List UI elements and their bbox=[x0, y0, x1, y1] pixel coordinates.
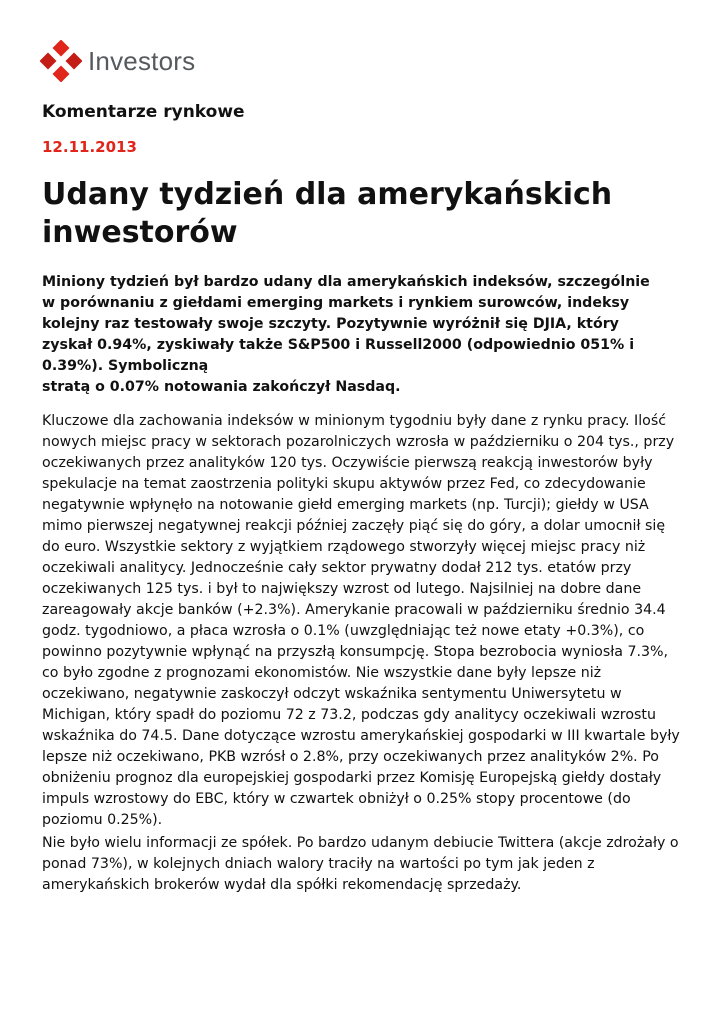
article-title: Udany tydzień dla amerykańskich inwestorów bbox=[42, 177, 613, 250]
lead-line: stratą o 0.07% notowania zakończył Nasdaq. bbox=[42, 379, 401, 395]
lead-line: kolejny raz testowały swoje szczyty. Pozytywnie wyróżnił się DJIA, który bbox=[42, 316, 619, 332]
section-title: Komentarze rynkowe bbox=[42, 102, 245, 122]
lead-line: Miniony tydzień był bardzo udany dla amerykańskich indeksów, szczególnie bbox=[42, 274, 650, 290]
lead-line: w porównaniu z giełdami emerging markets i rynkiem surowców, indeksy bbox=[42, 295, 630, 311]
body-paragraph: Nie było wielu informacji ze spółek. Po bardzo udanym debiucie Twittera (akcje zdrożały o ponad 73%), w kolejnych dniach walory traciły na wartości po tym jak jeden z amerykańskich brokerów wydał dla spółki rekomendację sprzedaży. bbox=[42, 835, 679, 893]
lead-line: 0.39%). Symboliczną bbox=[42, 358, 209, 374]
investors-logo-icon bbox=[40, 40, 82, 82]
brand-name: Investors bbox=[88, 45, 196, 76]
brand-logo bbox=[40, 40, 195, 82]
lead-line: zyskał 0.94%, zyskiwały także S&P500 i Russell2000 (odpowiednio 051% i bbox=[42, 337, 635, 353]
article-date: 12.11.2013 bbox=[42, 138, 137, 156]
body-paragraph: Kluczowe dla zachowania indeksów w minionym tygodniu były dane z rynku pracy. Ilość nowych miejsc pracy w sektorach pozarolniczych wzrosła w październiku o 204 tys., przy oczekiwanych przez analityków 120 tys. Oczywiście pierwszą reakcją inwestorów były spekulacje na temat zaostrzenia polityki skupu aktywów przez Fed, co zdecydowanie negatywnie wpłynęło na notowanie giełd emerging markets (np. Turcji); giełdy w USA mimo pierwszej negatywnej reakcji później zaczęły piąć się do góry, a dolar umocnił się do euro. Wszystkie sektory z wyjątkiem rządowego stworzyły więcej miejsc pracy niż oczekiwali analitycy. Jednocześnie cały sektor prywatny dodał 212 tys. etatów przy oczekiwanych 125 tys. i był to największy wzrost od lutego. Najsilniej na dobre dane zareagowały akcje banków (+2.3%). Amerykanie pracowali w październiku średnio 34.4 godz. tygodniowo, a płaca wzrosła o 0.1% (uwzględniając też nowe etaty +0.3%), co powinno pozytywnie wpłynąć na przyszłą konsumpcję. Stopa bezrobocia wyniosła 7.3%, co było zgodne z prognozami ekonomistów. Nie wszystkie dane były lepsze niż oczekiwano, negatywnie zaskoczył odczyt wskaźnika sentymentu Uniwersytetu w Michigan, który spadł do poziomu 72 z 73.2, podczas gdy analitycy oczekiwali wzrostu wskaźnika do 74.5. Dane dotyczące wzrostu amerykańskiej gospodarki w III kwartale były lepsze niż oczekiwano, PKB wzrósł o 2.8%, przy oczekiwanych przez analityków 2%. Po obniżeniu prognoz dla europejskiej gospodarki przez Komisję Europejską giełdy dostały impuls wzrostowy do EBC, który w czwartek obniżył o 0.25% stopy procentowe (do poziomu 0.25%). bbox=[42, 413, 680, 828]
article-lead bbox=[42, 272, 682, 398]
